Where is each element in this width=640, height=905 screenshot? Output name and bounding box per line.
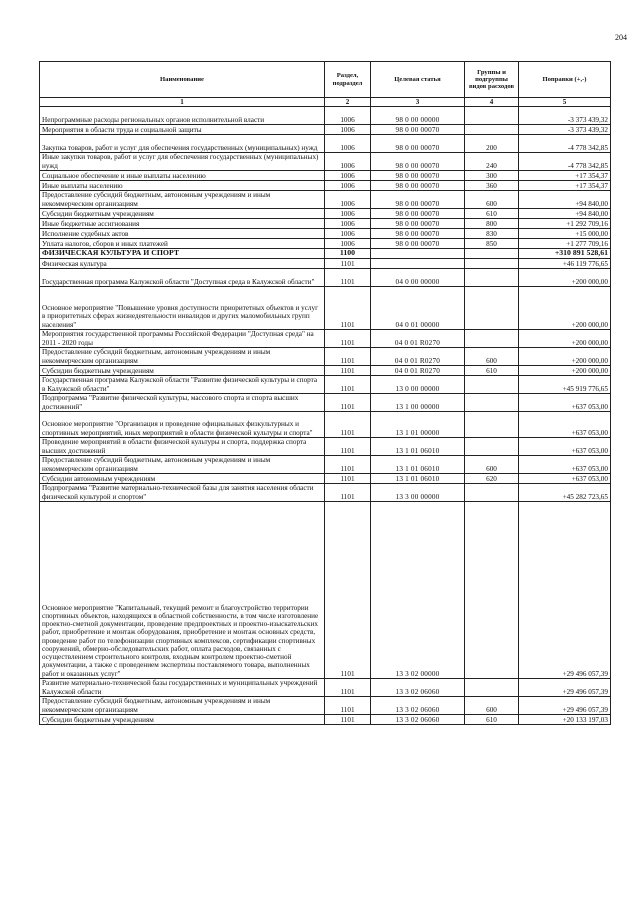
row-group: 360 — [465, 181, 519, 191]
table-body — [40, 107, 611, 725]
row-article: 04 0 01 R0270 — [371, 366, 465, 376]
table-row — [40, 679, 611, 697]
row-group: 600 — [465, 697, 519, 715]
row-group — [465, 287, 519, 330]
row-section: 1006 — [325, 171, 371, 181]
row-section: 1101 — [325, 484, 371, 502]
row-section: 1006 — [325, 135, 371, 153]
table-row — [40, 474, 611, 484]
table-row — [40, 239, 611, 249]
row-name: Подпрограмма "Развитие физической культуры, массового спорта и спорта высших достижений" — [40, 394, 325, 412]
row-group — [465, 269, 519, 287]
table-row — [40, 412, 611, 438]
row-section: 1101 — [325, 348, 371, 366]
row-amount: +94 840,00 — [519, 209, 611, 219]
table-row — [40, 269, 611, 287]
row-name: Предоставление субсидий бюджетным, автономным учреждениям и иным некоммерческим организациям — [40, 697, 325, 715]
row-amount: +637 053,00 — [519, 456, 611, 474]
row-amount: +94 840,00 — [519, 191, 611, 209]
row-amount: +17 354,37 — [519, 171, 611, 181]
row-amount: +1 277 709,16 — [519, 239, 611, 249]
row-section: 1101 — [325, 502, 371, 679]
row-section: 1101 — [325, 715, 371, 725]
table-row — [40, 484, 611, 502]
row-article: 13 3 02 06060 — [371, 715, 465, 725]
table-row — [40, 376, 611, 394]
row-section: 1006 — [325, 219, 371, 229]
row-article: 13 3 02 00000 — [371, 502, 465, 679]
row-article — [371, 259, 465, 269]
row-group: 610 — [465, 209, 519, 219]
row-name: Предоставление субсидий бюджетным, автономным учреждениям и иным некоммерческим организациям — [40, 348, 325, 366]
row-amount: +45 282 723,65 — [519, 484, 611, 502]
row-name: Физическая культура — [40, 259, 325, 269]
row-group — [465, 107, 519, 125]
table-row — [40, 181, 611, 191]
row-amount: +46 119 776,65 — [519, 259, 611, 269]
row-article: 98 0 00 00070 — [371, 135, 465, 153]
row-section: 1101 — [325, 679, 371, 697]
row-name: ФИЗИЧЕСКАЯ КУЛЬТУРА И СПОРТ — [40, 249, 325, 259]
column-number: 3 — [371, 98, 465, 107]
row-article: 98 0 00 00070 — [371, 125, 465, 135]
row-section: 1006 — [325, 209, 371, 219]
row-group — [465, 125, 519, 135]
row-group — [465, 679, 519, 697]
row-article: 04 0 01 R0270 — [371, 330, 465, 348]
header-article: Целевая статья — [371, 62, 465, 98]
row-group: 610 — [465, 715, 519, 725]
row-group: 600 — [465, 456, 519, 474]
row-article: 04 0 01 R0270 — [371, 348, 465, 366]
row-amount: +637 053,00 — [519, 474, 611, 484]
row-article: 98 0 00 00070 — [371, 171, 465, 181]
row-group — [465, 502, 519, 679]
row-amount: +15 000,00 — [519, 229, 611, 239]
row-group — [465, 394, 519, 412]
row-group: 300 — [465, 171, 519, 181]
table-row — [40, 191, 611, 209]
row-name: Предоставление субсидий бюджетным, автономным учреждениям и иным некоммерческим организациям — [40, 191, 325, 209]
row-amount: +45 919 776,65 — [519, 376, 611, 394]
header-name: Наименование — [40, 62, 325, 98]
row-group — [465, 376, 519, 394]
row-section: 1006 — [325, 229, 371, 239]
row-article — [371, 249, 465, 259]
table-row — [40, 153, 611, 171]
table-row — [40, 697, 611, 715]
row-name: Мероприятия государственной программы Российской Федерации "Доступная среда" на 2011 - 2020 годы — [40, 330, 325, 348]
column-number: 5 — [519, 98, 611, 107]
table-row — [40, 366, 611, 376]
table-row — [40, 249, 611, 259]
budget-table — [39, 61, 611, 725]
row-group — [465, 438, 519, 456]
row-section: 1101 — [325, 438, 371, 456]
row-amount: +200 000,00 — [519, 287, 611, 330]
row-group: 610 — [465, 366, 519, 376]
row-amount: +29 496 057,39 — [519, 679, 611, 697]
row-article: 13 3 00 00000 — [371, 484, 465, 502]
header-group: Группы и подгруппы видов расходов — [465, 62, 519, 98]
row-section: 1101 — [325, 394, 371, 412]
row-name: Исполнение судебных актов — [40, 229, 325, 239]
row-article: 98 0 00 00070 — [371, 153, 465, 171]
row-name: Непрограммные расходы региональных органов исполнительной власти — [40, 107, 325, 125]
column-number: 4 — [465, 98, 519, 107]
row-group: 600 — [465, 348, 519, 366]
row-section: 1101 — [325, 697, 371, 715]
row-article: 98 0 00 00070 — [371, 191, 465, 209]
row-name: Закупка товаров, работ и услуг для обеспечения государственных (муниципальных) нужд — [40, 135, 325, 153]
row-amount: +200 000,00 — [519, 348, 611, 366]
row-section: 1101 — [325, 259, 371, 269]
row-article: 13 3 02 06060 — [371, 679, 465, 697]
row-name: Предоставление субсидий бюджетным, автономным учреждениям и иным некоммерческим организациям — [40, 456, 325, 474]
row-group: 200 — [465, 135, 519, 153]
row-group — [465, 330, 519, 348]
table-row — [40, 209, 611, 219]
row-amount: +200 000,00 — [519, 366, 611, 376]
row-section: 1101 — [325, 287, 371, 330]
row-amount: +200 000,00 — [519, 330, 611, 348]
row-name: Субсидии бюджетным учреждениям — [40, 366, 325, 376]
row-article: 13 1 01 06010 — [371, 456, 465, 474]
row-section: 1006 — [325, 153, 371, 171]
row-name: Государственная программа Калужской области "Развитие физической культуры и спорта в Калужской области" — [40, 376, 325, 394]
table-row — [40, 438, 611, 456]
row-name: Проведение мероприятий в области физической культуры и спорта, поддержка спорта высших достижений — [40, 438, 325, 456]
row-amount: +637 053,00 — [519, 412, 611, 438]
row-article: 13 0 00 00000 — [371, 376, 465, 394]
row-group — [465, 249, 519, 259]
table-row — [40, 135, 611, 153]
row-article: 98 0 00 00070 — [371, 229, 465, 239]
column-number: 2 — [325, 98, 371, 107]
table-row — [40, 394, 611, 412]
row-group — [465, 412, 519, 438]
row-section: 1101 — [325, 474, 371, 484]
row-group — [465, 484, 519, 502]
table-row — [40, 502, 611, 679]
table-row — [40, 107, 611, 125]
row-name: Иные выплаты населению — [40, 181, 325, 191]
table-row — [40, 330, 611, 348]
row-amount: +29 496 057,39 — [519, 697, 611, 715]
row-section: 1101 — [325, 376, 371, 394]
row-group: 800 — [465, 219, 519, 229]
row-section: 1006 — [325, 191, 371, 209]
row-name: Субсидии бюджетным учреждениям — [40, 715, 325, 725]
row-amount: +310 891 528,61 — [519, 249, 611, 259]
row-article: 13 3 02 06060 — [371, 697, 465, 715]
row-name: Социальное обеспечение и иные выплаты населению — [40, 171, 325, 181]
row-amount: +29 496 057,39 — [519, 502, 611, 679]
row-article: 13 1 01 06010 — [371, 474, 465, 484]
row-name: Иные закупки товаров, работ и услуг для обеспечения государственных (муниципальных) нужд — [40, 153, 325, 171]
row-article: 98 0 00 00070 — [371, 239, 465, 249]
header-row — [40, 62, 611, 98]
column-number: 1 — [40, 98, 325, 107]
header-amendment: Поправки (+,-) — [519, 62, 611, 98]
header-section: Раздел, подраздел — [325, 62, 371, 98]
row-article: 98 0 00 00070 — [371, 219, 465, 229]
table-row — [40, 219, 611, 229]
row-name: Государственная программа Калужской области "Доступная среда в Калужской области" — [40, 269, 325, 287]
table-row — [40, 348, 611, 366]
row-group — [465, 259, 519, 269]
row-name: Развитие материально-технической базы государственных и муниципальных учреждений Калужской области — [40, 679, 325, 697]
row-name: Уплата налогов, сборов и иных платежей — [40, 239, 325, 249]
row-name: Субсидии автономным учреждениям — [40, 474, 325, 484]
table-row — [40, 171, 611, 181]
row-amount: +637 053,00 — [519, 394, 611, 412]
row-section: 1006 — [325, 239, 371, 249]
table-row — [40, 715, 611, 725]
row-group: 600 — [465, 191, 519, 209]
row-group: 830 — [465, 229, 519, 239]
row-name: Субсидии бюджетным учреждениям — [40, 209, 325, 219]
row-amount: -3 373 439,32 — [519, 107, 611, 125]
row-article: 98 0 00 00070 — [371, 181, 465, 191]
row-article: 04 0 00 00000 — [371, 269, 465, 287]
row-section: 1101 — [325, 269, 371, 287]
row-amount: +1 292 709,16 — [519, 219, 611, 229]
row-amount: -3 373 439,32 — [519, 125, 611, 135]
row-name: Основное мероприятие "Организация и проведение официальных физкультурных и спортивных мероприятий, иных мероприятий в области физической культуры и спорта" — [40, 412, 325, 438]
row-section: 1006 — [325, 125, 371, 135]
row-article: 04 0 01 00000 — [371, 287, 465, 330]
row-article: 98 0 00 00000 — [371, 107, 465, 125]
row-section: 1006 — [325, 107, 371, 125]
row-name: Основное мероприятие "Капитальный, текущий ремонт и благоустройство территории спортивных объектов, находящихся в областной собственности, в том числе изготовление проектно-сметной документации, проведение предпроектных и проектно-изыскательских работ, приобретение и монтаж оборудования, приобретение и монтаж основных средств, проведение работ по телефонизации спортивных комплексов, сертификации спортивных сооружений, обмерно-обследовательских работ, оплата расходов, связанных с осуществлением строительного контроля, входным контролем проектно-сметной документации, а также с проведением экспертизы поставляемого товара, выполненных работ и оказанных услуг" — [40, 502, 325, 679]
table-row — [40, 456, 611, 474]
row-group: 620 — [465, 474, 519, 484]
row-group: 240 — [465, 153, 519, 171]
row-name: Подпрограмма "Развитие материально-технической базы для занятия населения области физической культурой и спортом" — [40, 484, 325, 502]
row-article: 13 1 01 00000 — [371, 412, 465, 438]
row-name: Мероприятия в области труда и социальной защиты — [40, 125, 325, 135]
row-amount: +637 053,00 — [519, 438, 611, 456]
row-section: 1101 — [325, 456, 371, 474]
table-row — [40, 259, 611, 269]
column-number-row — [40, 98, 611, 107]
row-amount: +17 354,37 — [519, 181, 611, 191]
row-article: 98 0 00 00070 — [371, 209, 465, 219]
row-section: 1101 — [325, 366, 371, 376]
row-section: 1006 — [325, 181, 371, 191]
row-section: 1101 — [325, 412, 371, 438]
row-amount: -4 778 342,85 — [519, 153, 611, 171]
table-row — [40, 125, 611, 135]
table-row — [40, 229, 611, 239]
row-group: 850 — [465, 239, 519, 249]
row-name: Основное мероприятие "Повышение уровня доступности приоритетных объектов и услуг в приоритетных сферах жизнедеятельности инвалидов и других маломобильных групп населения" — [40, 287, 325, 330]
row-amount: +20 133 197,03 — [519, 715, 611, 725]
table-row — [40, 287, 611, 330]
page-number: 204 — [615, 33, 627, 42]
row-amount: +200 000,00 — [519, 269, 611, 287]
row-section: 1101 — [325, 330, 371, 348]
row-section: 1100 — [325, 249, 371, 259]
row-name: Иные бюджетные ассигнования — [40, 219, 325, 229]
row-amount: -4 778 342,85 — [519, 135, 611, 153]
row-article: 13 1 01 06010 — [371, 438, 465, 456]
row-article: 13 1 00 00000 — [371, 394, 465, 412]
